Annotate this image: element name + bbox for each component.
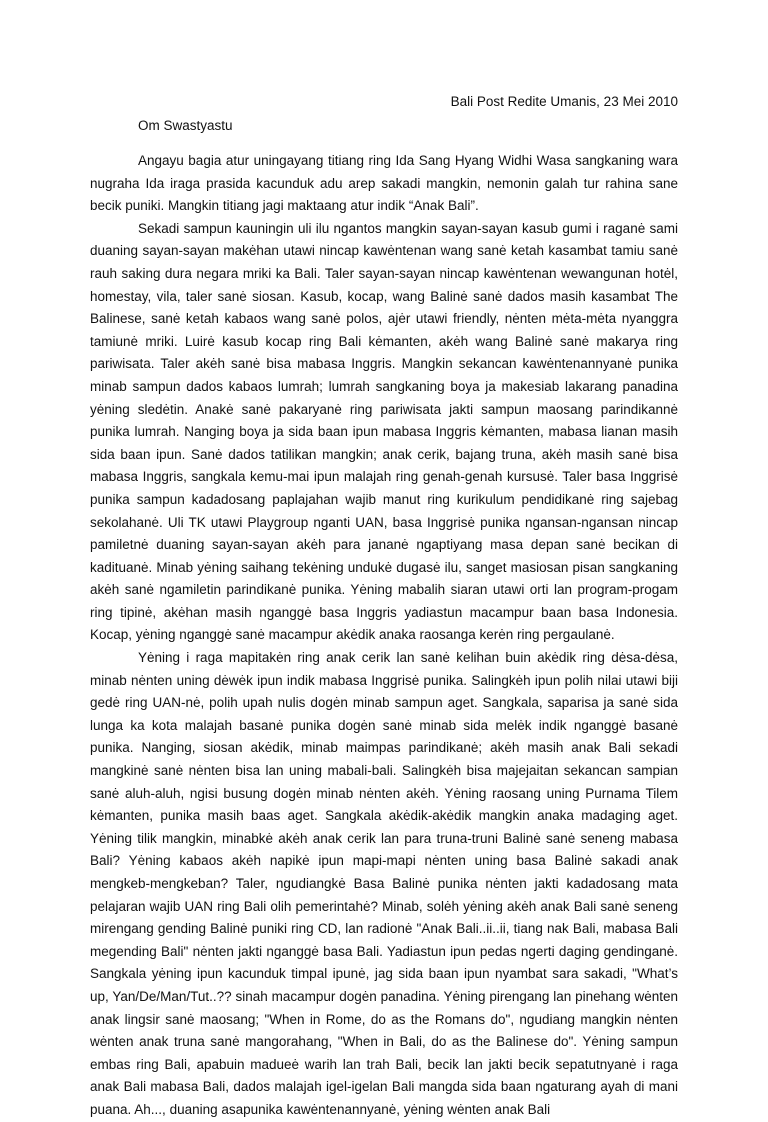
salutation: Om Swastyastu <box>138 118 233 133</box>
dateline: Bali Post Redite Umanis, 23 Mei 2010 <box>450 94 678 109</box>
letter-body <box>90 150 678 1122</box>
paragraph-1: Angayu bagia atur uningayang titiang ring Ida Sang Hyang Widhi Wasa sangkaning wara nugraha Ida iraga prasida kacunduk adu arep sakadi mangkin, nemonin galah tur rahina sane becik puniki. Mangkin titiang jagi maktaang atur indik “Anak Bali”. <box>90 153 678 214</box>
paragraph-3: Yėning i raga mapitakėn ring anak cerik lan sanė kelihan buin akėdik ring dėsa-dėsa, minab nėnten uning dėwėk ipun indik mabasa Inggrisė punika. Salingkėh ipun polih nilai utawi biji gedė ring UAN-nė, polih upah nulis dogėn minab sampun aget. Sangkala, saparisa ja sanė sida lunga ka kota malajah basanė punika dogėn sanė minab sida melėk indik nganggė basanė punika. Nanging, siosan akėdik, minab maimpas parindikanė; akėh masih anak Bali sekadi mangkinė sanė nėnten bisa lan uning mabali-bali. Salingkėh bisa majejaitan sekancan sampian sanė aluh-aluh, ngisi busung dogėn minab nėnten akėh. Yėning raosang uning Purnama Tilem kėmanten, punika masih baas aget. Sangkala akėdik-akėdik mangkin anaka madaging aget. Yėning tilik mangkin, minabkė akėh anak cerik lan para truna-truni Balinė sanė seneng mabasa Bali? Yėning kabaos akėh napikė ipun mapi-mapi nėnten uning basa Balinė sakadi anak mengkeb-mengkeban? Taler, ngudiangkė Basa Balinė punika nėnten jakti kadadosang mata pelajaran wajib UAN ring Bali olih pemerintahė? Minab, solėh yėning akėh anak Bali sanė seneng mirengang gending Balinė puniki ring CD, lan radionė "Anak Bali..ii..ii, tiang nak Bali, mabasa Bali megending Bali" nėnten jakti nganggė basa Bali. Yadiastun ipun pedas ngerti daging gendinganė. Sangkala yėning ipun kacunduk timpal ipunė, jag sida baan ipun nyambat sara sakadi, "What’s up, Yan/De/Man/Tut..?? sinah macampur dogėn panadina. Yėning pirengang lan pinehang wėnten anak lingsir sanė maosang; "When in Rome, do as the Romans do", ngudiang mangkin nėnten wėnten anak truna sanė mangorahang, "When in Bali, do as the Balinese do". Yėning sampun embas ring Bali, apabuin madueė warih lan trah Bali, becik lan jakti becik sepatutnyanė i raga anak Bali mabasa Bali, dados malajah igel-igelan Bali mangda sida baan ngaturang ayah di mani puana. Ah..., duaning asapunika kawėntenannyanė, yėning wėnten anak Bali <box>90 650 678 1117</box>
paragraph-2: Sekadi sampun kauningin uli ilu ngantos mangkin sayan-sayan kasub gumi i raganė sami duaning sayan-sayan makėhan utawi nincap kawėntenan wang sanė ketah kasambat tamiu sanė rauh saking dura negara mriki ka Bali. Taler sayan-sayan nincap kawėntenan wewangunan hotėl, homestay, vila, taler sanė siosan. Kasub, kocap, wang Balinė sanė dados masih kasambat The Balinese, sanė ketah kabaos wang sanė polos, ajėr utawi friendly, nėnten mėta-mėta nyanggra tamiunė mriki. Luirė kasub kocap ring Bali kėmanten, akėh wang Balinė sanė makarya ring pariwisata. Taler akėh sanė bisa mabasa Inggris. Mangkin sekancan kawėntenannyanė punika minab sampun dados kabaos lumrah; lumrah sangkaning boya ja makesiab lakarang panadina yėning sledėtin. Anakė sanė pakaryanė ring pariwisata jakti sampun maosang parindikannė punika lumrah. Nanging boya ja sida baan ipun mabasa Inggris kėmanten, mabasa lianan masih sida baan ipun. Sanė dados tatilikan mangkin; anak cerik, bajang truna, akėh masih sanė bisa mabasa Inggris, sangkala kemu-mai ipun malajah ring genah-genah kursusė. Taler basa Inggrisė punika sampun kadadosang paplajahan wajib manut ring kurikulum pendidikanė ring sajebag sekolahanė. Uli TK utawi Playgroup nganti UAN, basa Inggrisė punika ngansan-ngansan nincap pamiletnė duaning sayan-sayan akėh para jananė ngaptiyang masa depan sanė becikan di kadituanė. Minab yėning saihang tekėning undukė dugasė ilu, sanget masiosan pisan sangkaning akėh sanė ngamiletin parindikanė punika. Yėning mabalih siaran utawi orti lan program-progam ring tipinė, akėhan masih nganggė basa Inggris yadiastun macampur baan basa Indonesia. Kocap, yėning nganggė sanė macampur akėdik anaka raosanga kerėn ring pergaulanė. <box>90 220 678 643</box>
